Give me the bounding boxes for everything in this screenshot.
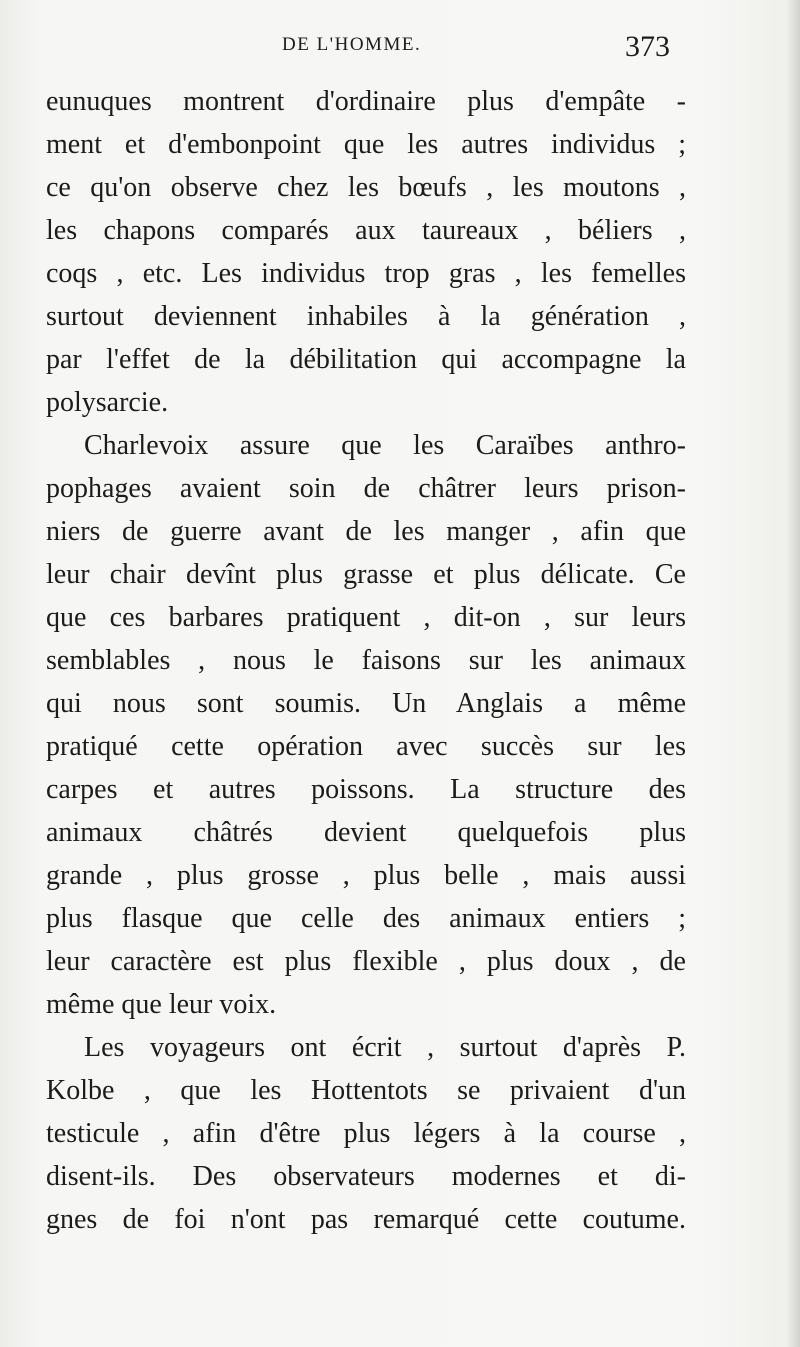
- text-line: ment et d'embonpoint que les autres individus ;: [46, 129, 686, 160]
- text-line: surtout deviennent inhabiles à la génération ,: [46, 301, 686, 332]
- text-line: pophages avaient soin de châtrer leurs prison-: [46, 473, 686, 504]
- text-line: par l'effet de la débilitation qui accompagne la: [46, 344, 686, 375]
- text-line: gnes de foi n'ont pas remarqué cette coutume.: [46, 1204, 686, 1235]
- text-line: eunuques montrent d'ordinaire plus d'empâte -: [46, 86, 686, 117]
- text-line: coqs , etc. Les individus trop gras , les femelles: [46, 258, 686, 289]
- text-line: semblables , nous le faisons sur les animaux: [46, 645, 686, 676]
- text-line: Charlevoix assure que les Caraïbes anthro-: [84, 430, 686, 461]
- text-line: leur caractère est plus flexible , plus doux , de: [46, 946, 686, 977]
- text-line: que ces barbares pratiquent , dit-on , sur leurs: [46, 602, 686, 633]
- text-line: carpes et autres poissons. La structure des: [46, 774, 686, 805]
- page-number: 373: [625, 30, 670, 63]
- text-line: niers de guerre avant de les manger , afin que: [46, 516, 686, 547]
- text-line: qui nous sont soumis. Un Anglais a même: [46, 688, 686, 719]
- text-line: les chapons comparés aux taureaux , béliers ,: [46, 215, 686, 246]
- text-line: polysarcie.: [46, 387, 169, 418]
- body-text: [46, 80, 686, 1241]
- text-line: Kolbe , que les Hottentots se privaient d'un: [46, 1075, 686, 1106]
- text-line: disent-ils. Des observateurs modernes et di-: [46, 1161, 686, 1192]
- running-title: DE L'HOMME.: [282, 34, 422, 55]
- text-line: Les voyageurs ont écrit , surtout d'après P.: [84, 1032, 686, 1063]
- text-line: animaux châtrés devient quelquefois plus: [46, 817, 686, 848]
- text-line: pratiqué cette opération avec succès sur les: [46, 731, 686, 762]
- page-edge-shadow: [786, 0, 800, 1347]
- text-line: même que leur voix.: [46, 989, 277, 1020]
- text-line: ce qu'on observe chez les bœufs , les moutons ,: [46, 172, 686, 203]
- text-line: leur chair devînt plus grasse et plus délicate. Ce: [46, 559, 686, 590]
- text-line: testicule , afin d'être plus légers à la course ,: [46, 1118, 686, 1149]
- text-line: plus flasque que celle des animaux entiers ;: [46, 903, 686, 934]
- text-line: grande , plus grosse , plus belle , mais aussi: [46, 860, 686, 891]
